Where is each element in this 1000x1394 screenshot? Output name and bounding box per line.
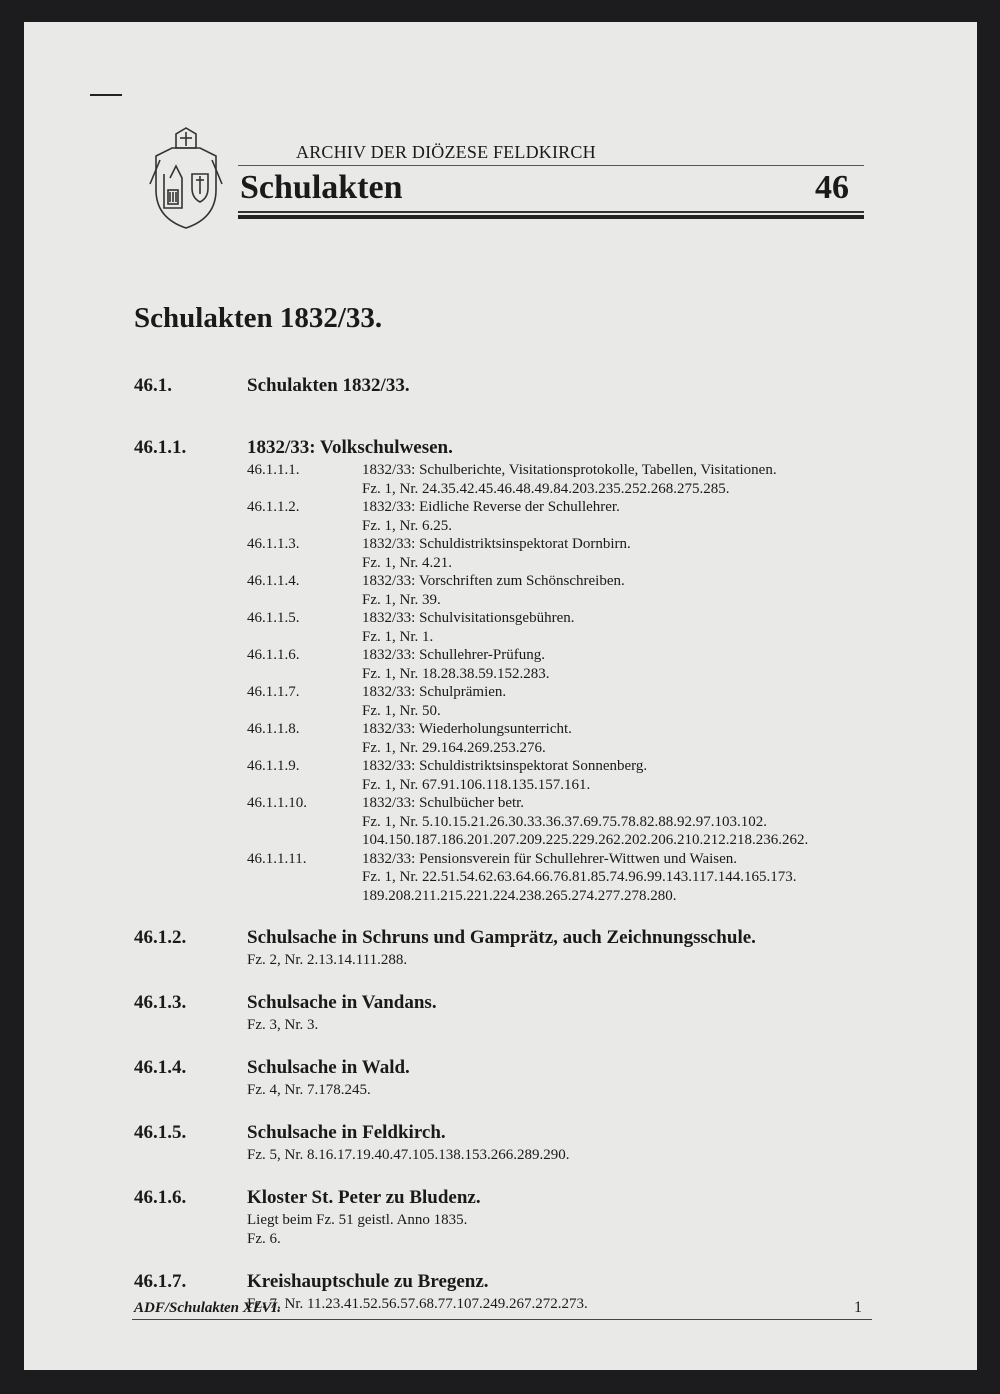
section-note: Fz. 4, Nr. 7.178.245.	[247, 1082, 371, 1098]
section-title: Schulsache in Schruns und Gamprätz, auch Zeichnungsschule.	[247, 927, 756, 948]
section-heading	[134, 1269, 854, 1295]
item-fz-reference: Fz. 1, Nr. 1.	[362, 628, 434, 645]
header-title: Schulakten	[240, 169, 403, 206]
section-number: 46.1.2.	[134, 927, 187, 948]
section-title: Schulakten 1832/33.	[247, 375, 410, 396]
section-note: Fz. 2, Nr. 2.13.14.111.288.	[247, 952, 408, 968]
section-number: 46.1.7.	[134, 1271, 187, 1292]
header-rule-thick	[238, 215, 864, 219]
section-title: Schulsache in Wald.	[247, 1057, 410, 1078]
content	[134, 373, 854, 1314]
item-fz-reference: Fz. 1, Nr. 6.25.	[362, 517, 452, 534]
item-number: 46.1.1.6.	[247, 647, 300, 663]
list-item	[247, 498, 854, 535]
item-number: 46.1.1.5.	[247, 610, 300, 626]
section-heading	[134, 925, 854, 951]
item-number: 46.1.1.3.	[247, 536, 300, 552]
section-note: Fz. 6.	[247, 1231, 281, 1247]
item-title: 1832/33: Schulberichte, Visitationsprotokolle, Tabellen, Visitationen.	[362, 462, 777, 478]
list-item	[247, 572, 854, 609]
section-title: Schulsache in Vandans.	[247, 992, 437, 1013]
list-item	[247, 461, 854, 498]
item-fz-reference: Fz. 1, Nr. 24.35.42.45.46.48.49.84.203.235.252.268.275.285.	[362, 480, 730, 497]
section-number: 46.1.3.	[134, 992, 187, 1013]
other-sections	[134, 905, 854, 1314]
section-note: Fz. 7, Nr. 11.23.41.52.56.57.68.77.107.249.267.272.273.	[247, 1296, 588, 1312]
item-title: 1832/33: Schulprämien.	[362, 684, 507, 700]
item-list	[247, 461, 854, 905]
item-number: 46.1.1.8.	[247, 721, 300, 737]
list-item	[247, 535, 854, 572]
diocese-coat-of-arms-icon	[146, 126, 226, 230]
volume-number: 46	[815, 169, 849, 206]
item-fz-reference: 189.208.211.215.221.224.238.265.274.277.278.280.	[362, 887, 677, 904]
item-title: 1832/33: Schulbücher betr.	[362, 795, 525, 811]
item-number: 46.1.1.11.	[247, 850, 307, 867]
item-number: 46.1.1.1.	[247, 462, 300, 478]
section-title: Schulsache in Feldkirch.	[247, 1122, 446, 1143]
section-number: 46.1.5.	[134, 1122, 187, 1143]
item-fz-reference: Fz. 1, Nr. 67.91.106.118.135.157.161.	[362, 776, 591, 793]
section-heading	[134, 435, 854, 461]
footer-reference: ADF/Schulakten XLVI.	[134, 1300, 281, 1316]
item-title: 1832/33: Schuldistriktsinspektorat Sonnenberg.	[362, 758, 648, 774]
item-title: 1832/33: Schulvisitationsgebühren.	[362, 610, 575, 626]
page-number: 1	[854, 1299, 862, 1316]
section-title: Kreishauptschule zu Bregenz.	[247, 1271, 489, 1292]
section-heading	[134, 1120, 854, 1146]
list-item	[247, 850, 854, 906]
item-title: 1832/33: Schullehrer-Prüfung.	[362, 647, 546, 663]
item-fz-reference: 104.150.187.186.201.207.209.225.229.262.202.206.210.212.218.236.262.	[362, 832, 809, 848]
item-title: 1832/33: Eidliche Reverse der Schullehrer.	[362, 499, 620, 515]
item-number: 46.1.1.2.	[247, 499, 300, 515]
section-heading	[134, 1055, 854, 1081]
list-item	[247, 609, 854, 646]
section-number: 46.1.4.	[134, 1057, 187, 1078]
footer-rule	[132, 1319, 872, 1320]
item-fz-reference: Fz. 1, Nr. 29.164.269.253.276.	[362, 739, 546, 756]
section-title: Kloster St. Peter zu Bludenz.	[247, 1187, 481, 1208]
item-number: 46.1.1.7.	[247, 684, 300, 700]
list-item	[247, 720, 854, 757]
page-heading: Schulakten 1832/33.	[134, 302, 383, 334]
item-title: 1832/33: Schuldistriktsinspektorat Dornbirn.	[362, 536, 631, 552]
item-fz-reference: Fz. 1, Nr. 18.28.38.59.152.283.	[362, 665, 550, 682]
item-title: 1832/33: Vorschriften zum Schönschreiben.	[362, 573, 625, 589]
section-heading	[134, 1185, 854, 1211]
item-fz-reference: Fz. 1, Nr. 22.51.54.62.63.64.66.76.81.85.74.96.99.143.117.144.165.173.	[362, 869, 797, 885]
item-number: 46.1.1.10.	[247, 795, 307, 811]
section-heading	[134, 373, 854, 399]
document-page	[24, 22, 977, 1370]
section-note: Liegt beim Fz. 51 geistl. Anno 1835.	[247, 1212, 468, 1228]
archive-name: ARCHIV DER DIÖZESE FELDKIRCH	[296, 142, 596, 162]
section-title: 1832/33: Volkschulwesen.	[247, 437, 453, 458]
item-fz-reference: Fz. 1, Nr. 4.21.	[362, 554, 452, 571]
list-item	[247, 794, 854, 850]
section-number: 46.1.6.	[134, 1187, 187, 1208]
item-fz-reference: Fz. 1, Nr. 5.10.15.21.26.30.33.36.37.69.75.78.82.88.92.97.103.102.	[362, 813, 767, 830]
section-number: 46.1.	[134, 375, 172, 396]
section-number: 46.1.1.	[134, 437, 187, 458]
section-note: Fz. 5, Nr. 8.16.17.19.40.47.105.138.153.266.289.290.	[247, 1147, 570, 1163]
item-fz-reference: Fz. 1, Nr. 39.	[362, 591, 441, 608]
section-heading	[134, 990, 854, 1016]
item-number: 46.1.1.4.	[247, 573, 300, 589]
item-fz-reference: Fz. 1, Nr. 50.	[362, 702, 441, 719]
header-rule-thin	[238, 211, 864, 213]
list-item	[247, 683, 854, 720]
list-item	[247, 646, 854, 683]
item-title: 1832/33: Wiederholungsunterricht.	[362, 721, 572, 737]
section-note: Fz. 3, Nr. 3.	[247, 1017, 319, 1033]
margin-dash	[90, 94, 122, 96]
item-title: 1832/33: Pensionsverein für Schullehrer-Wittwen und Waisen.	[362, 850, 738, 867]
item-number: 46.1.1.9.	[247, 758, 300, 774]
list-item	[247, 757, 854, 794]
